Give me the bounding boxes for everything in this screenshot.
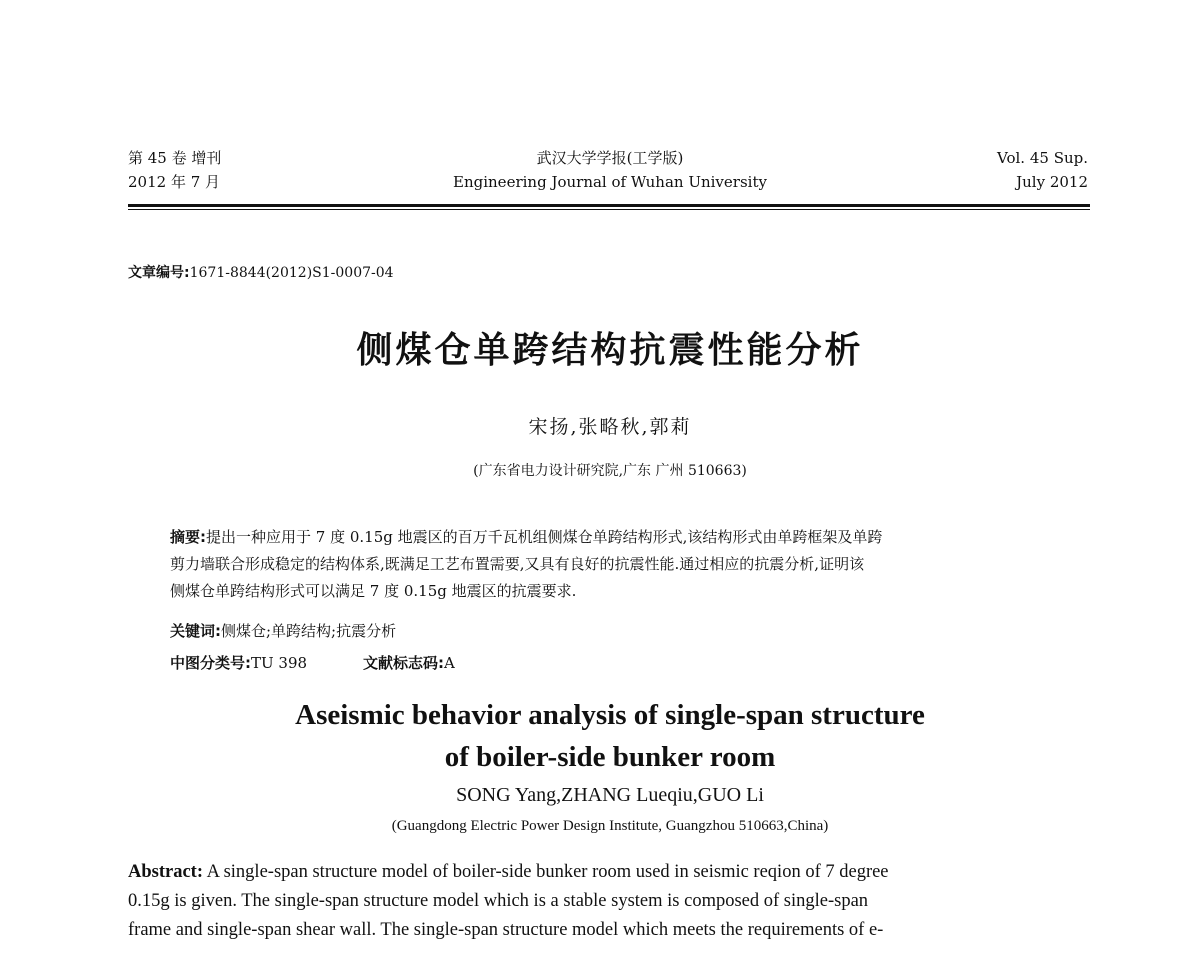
publication-date-en: July 2012 [1016, 173, 1088, 191]
affiliation-en: (Guangdong Electric Power Design Institute, Guangzhou 510663,China) [391, 818, 829, 834]
abstract-en-line-2: 0.15g is given. The single-span structure model which is a stable system is composed of single-span [128, 891, 869, 911]
abstract-en-line-3: frame and single-span shear wall. The single-span structure model which meets the requirements of e- [128, 920, 884, 940]
abstract-cn-line-2: 剪力墙联合形成稳定的结构体系,既满足工艺布置需要,又具有良好的抗震性能.通过相应的抗震分析,证明该 [170, 555, 865, 573]
authors-en: SONG Yang,ZHANG Lueqiu,GUO Li [456, 784, 764, 806]
journal-name-cn: 武汉大学学报(工学版) [536, 149, 684, 167]
volume-issue: 第 45 卷 增刊 [128, 149, 222, 167]
abstract-en-line-1 [128, 858, 1090, 887]
title-en-line-2: of boiler-side bunker room [444, 741, 776, 773]
doc-code-value: A [444, 654, 455, 672]
title-en-line-1: Aseismic behavior analysis of single-span structure [295, 699, 925, 731]
journal-name-en: Engineering Journal of Wuhan University [453, 173, 767, 191]
volume-issue-en: Vol. 45 Sup. [997, 149, 1088, 167]
doc-code-label: 文献标志码: [363, 654, 445, 672]
abstract-cn-text-1: 提出一种应用于 7 度 0.15g 地震区的百万千瓦机组侧煤仓单跨结构形式,该结构形式由单跨框架及单跨 [206, 528, 883, 546]
classification-codes [170, 652, 455, 673]
abstract-cn-line-1 [170, 524, 1060, 551]
affiliation-cn: (广东省电力设计研究院,广东 广州 510663) [473, 463, 747, 479]
header-divider-thick [128, 204, 1090, 207]
header-divider-thin [128, 209, 1090, 210]
abstract-en-label: Abstract: [128, 862, 204, 882]
title-en [0, 694, 1200, 778]
title-cn: 侧煤仓单跨结构抗震性能分析 [356, 330, 864, 371]
journal-volume-info-en [997, 146, 1088, 194]
abstract-en-text-1: A single-span structure model of boiler-side bunker room used in seismic reqion of 7 degree [206, 862, 889, 882]
keywords-cn-label: 关键词: [170, 622, 221, 640]
article-number-label: 文章编号: [128, 265, 190, 281]
publication-date-cn: 2012 年 7 月 [128, 173, 221, 191]
article-number [128, 262, 394, 282]
clc-value: TU 398 [251, 654, 308, 672]
article-number-value: 1671-8844(2012)S1-0007-04 [189, 265, 394, 281]
clc-label: 中图分类号: [170, 654, 251, 672]
abstract-en [128, 858, 1090, 945]
keywords-cn [170, 620, 396, 641]
abstract-cn-label: 摘要: [170, 528, 206, 546]
abstract-cn [170, 524, 1060, 605]
keywords-cn-value: 侧煤仓;单跨结构;抗震分析 [221, 622, 397, 640]
authors-cn: 宋扬,张略秋,郭莉 [528, 416, 692, 438]
abstract-cn-line-3: 侧煤仓单跨结构形式可以满足 7 度 0.15g 地震区的抗震要求. [170, 582, 577, 600]
